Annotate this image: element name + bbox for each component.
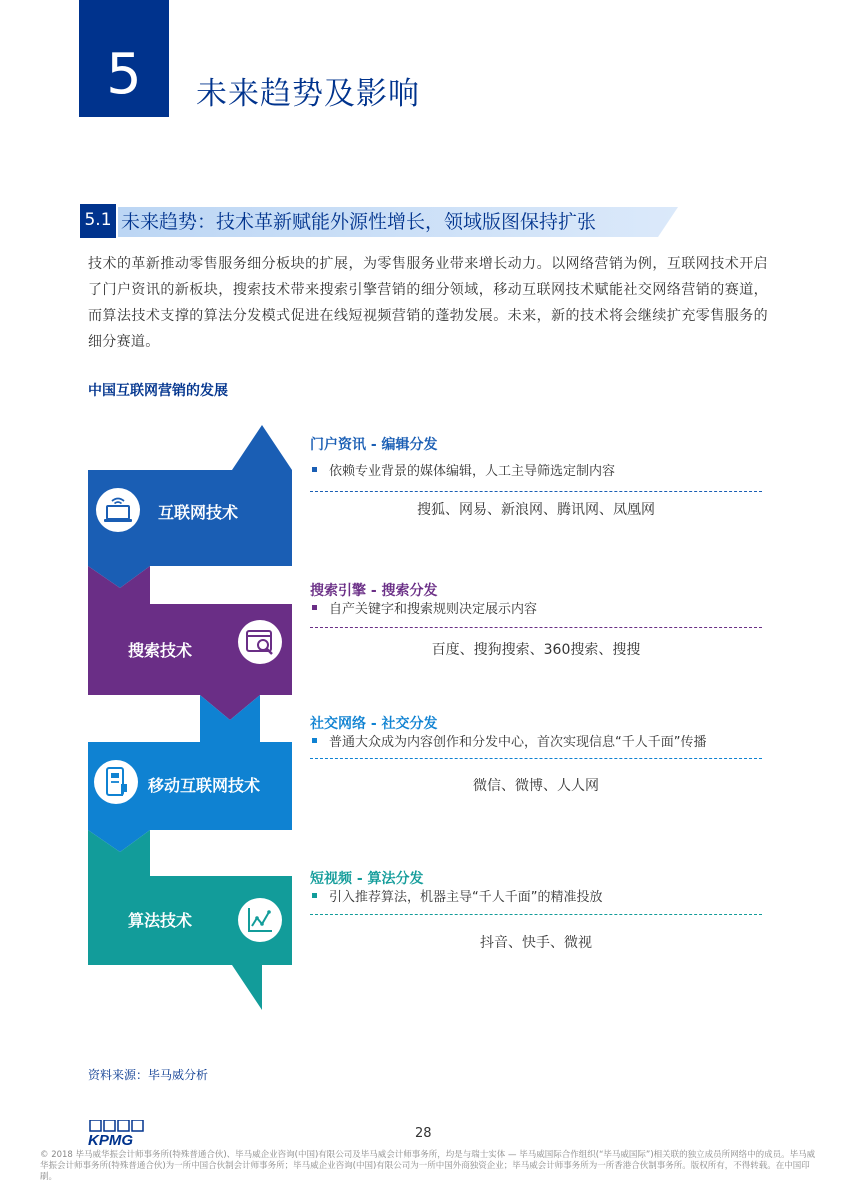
stage-label-algorithm: 算法技术 [128, 911, 193, 930]
chapter-number: 5 [106, 42, 142, 107]
chapter-title: 未来趋势及影响 [196, 76, 420, 112]
footer-legal-text: © 2018 毕马威华振会计师事务所(特殊普通合伙)、毕马威企业咨询(中国)有限公司及毕马威会计师事务所，均是与瑞士实体 — 毕马威国际合作组织(“毕马威国际”)相关联的独立成员所网络中的成员。毕马威华振会计师事务所(特殊普通合伙)为一所中国合伙制会计师事务所；毕马威企业咨询(中国)有限公司为一所中国外商独资企业；毕马威会计师事务所为一所香港合伙制事务所。版权所有，不得转载。在中国印刷。 [40, 1150, 816, 1182]
source-note: 资料来源：毕马威分析 [88, 1068, 209, 1082]
divider [310, 914, 762, 915]
divider [310, 758, 762, 759]
examples-search-engine: 百度、搜狗搜索、360搜索、搜搜 [431, 642, 641, 658]
category-portal: 门户资讯 - 编辑分发 [310, 437, 438, 453]
divider [310, 627, 762, 628]
description-search-engine-text: 自产关键字和搜索规则决定展示内容 [329, 602, 538, 617]
marketing-development-diagram [80, 420, 780, 1020]
section-title: 未来趋势：技术革新赋能外源性增长，领域版图保持扩张 [121, 211, 597, 233]
body-paragraph: 技术的革新推动零售服务细分板块的扩展，为零售服务业带来增长动力。以网络营销为例，互联网技术开启了门户资讯的新板块，搜索技术带来搜索引擎营销的细分领域，移动互联网技术赋能社交网络营销的赛道，而算法技术支撑的算法分发模式促进在线短视频营销的蓬勃发展。未来，新的技术将会继续扩充零售服务的细分赛道。 [88, 256, 768, 350]
mobile-phone-icon [94, 760, 138, 804]
bullet-marker [312, 605, 317, 610]
category-social: 社交网络 - 社交分发 [310, 716, 438, 732]
examples-portal: 搜狐、网易、新浪网、腾讯网、凤凰网 [417, 502, 655, 518]
description-portal [312, 460, 615, 479]
figure-title: 中国互联网营销的发展 [88, 383, 228, 399]
stage-label-search: 搜索技术 [128, 641, 193, 660]
divider [310, 491, 762, 492]
chart-graph-icon [238, 898, 282, 942]
description-social [312, 731, 706, 750]
category-search-engine: 搜索引擎 - 搜索分发 [310, 583, 438, 599]
examples-social: 微信、微博、人人网 [473, 778, 599, 794]
page-number: 28 [415, 1126, 432, 1141]
description-search-engine [312, 598, 537, 617]
category-short-video: 短视频 - 算法分发 [310, 871, 424, 887]
description-social-text: 普通大众成为内容创作和分发中心，首次实现信息“千人千面”传播 [329, 735, 707, 750]
laptop-wifi-icon [96, 488, 140, 532]
bullet-marker [312, 738, 317, 743]
bullet-marker [312, 467, 317, 472]
description-portal-text: 依赖专业背景的媒体编辑，人工主导筛选定制内容 [329, 464, 616, 479]
section-number: 5.1 [84, 210, 112, 230]
stage-label-mobile: 移动互联网技术 [148, 776, 261, 795]
search-window-icon [238, 620, 282, 664]
bullet-marker [312, 893, 317, 898]
svg-text:KPMG: KPMG [88, 1132, 133, 1146]
description-short-video-text: 引入推荐算法，机器主导“千人千面”的精准投放 [329, 890, 603, 905]
stage-label-internet: 互联网技术 [158, 503, 239, 522]
description-short-video [312, 886, 602, 905]
kpmg-logo [88, 1120, 150, 1150]
examples-short-video: 抖音、快手、微视 [480, 935, 592, 951]
